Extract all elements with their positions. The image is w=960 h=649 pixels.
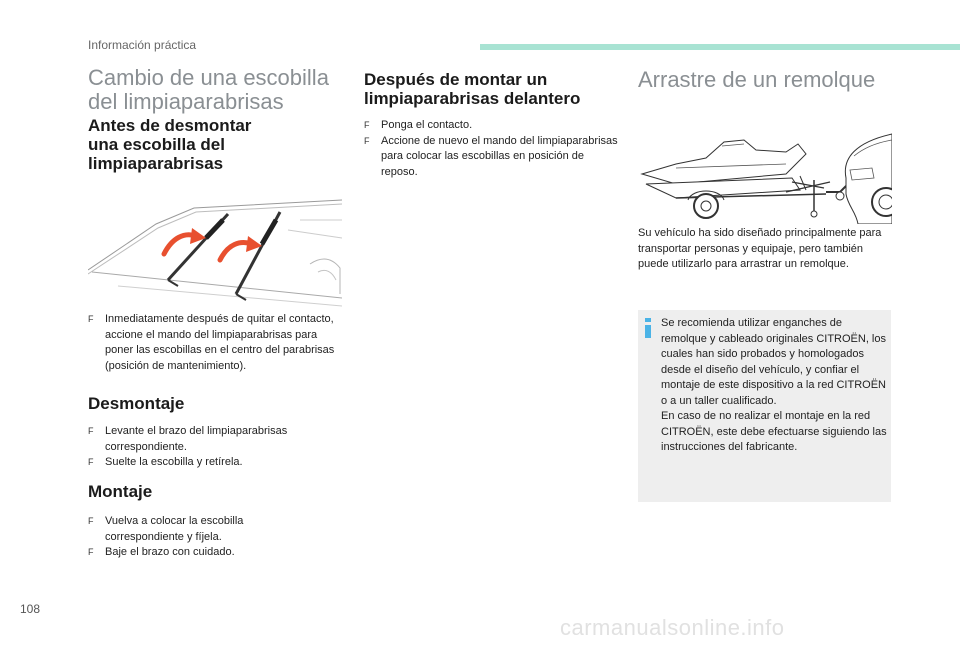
section-label: Información práctica <box>88 38 197 52</box>
after-steps <box>364 118 618 180</box>
remove-steps <box>88 424 340 471</box>
list-item <box>364 134 618 181</box>
heading-line: Después de montar un <box>364 70 548 89</box>
heading-line: una escobilla del <box>88 135 225 154</box>
fit-heading <box>88 482 152 501</box>
list-item <box>88 424 340 455</box>
heading-line: limpiaparabrisas <box>88 154 224 173</box>
info-paragraph: Se recomienda utilizar enganches de remolque y cableado originales CITROËN, los cuales han sido probados y homologados desde el diseño del vehículo, y confiar el montaje de este dispositivo a la red CITROËN o a un taller cualificado. <box>661 317 886 407</box>
list-item <box>88 545 288 561</box>
info-paragraph: En caso de no realizar el montaje en la red CITROËN, este debe efectuarse siguiendo las instrucciones del fabricante. <box>661 410 887 453</box>
list-item-text: Baje el brazo con cuidado. <box>105 546 235 558</box>
list-item-text: Accione de nuevo el mando del limpiaparabrisas para colocar las escobillas en posición de reposo. <box>381 134 618 178</box>
heading-line: Antes de desmontar <box>88 116 252 135</box>
bullet-marker: F <box>88 314 94 324</box>
after-heading <box>364 70 624 108</box>
bullet-marker: F <box>88 547 94 557</box>
bullet-marker: F <box>88 457 94 467</box>
title-text: Arrastre de un remolque <box>638 67 876 92</box>
heading-line: limpiaparabrisas delantero <box>364 89 581 108</box>
list-item-text: Suelte la escobilla y retírela. <box>105 456 243 468</box>
fit-steps <box>88 514 288 561</box>
bullet-marker: F <box>88 516 94 526</box>
header-accent-bar <box>480 44 960 50</box>
bullet-marker: F <box>364 120 370 130</box>
list-item <box>88 514 288 545</box>
intro-text: Su vehículo ha sido diseñado principalmente para transportar personas y equipaje, pero también puede utilizarlo para arrastrar un remolque. <box>638 227 882 270</box>
remove-heading <box>88 394 184 413</box>
before-instructions <box>88 312 340 374</box>
info-text <box>661 316 887 456</box>
watermark: carmanualsonline.info <box>560 615 785 640</box>
heading-text: Montaje <box>88 482 153 501</box>
windshield-wiper-illustration <box>88 190 342 308</box>
list-item-text: Levante el brazo del limpiaparabrisas correspondiente. <box>105 425 288 453</box>
list-item-text: Ponga el contacto. <box>381 119 473 131</box>
list-item <box>364 118 618 134</box>
page-number: 108 <box>20 602 41 616</box>
list-item-text: Vuelva a colocar la escobilla correspondiente y fíjela. <box>105 515 244 543</box>
info-icon <box>644 318 652 338</box>
before-heading <box>88 116 328 173</box>
title-line: Cambio de una escobilla <box>88 65 329 90</box>
bullet-marker: F <box>364 135 370 146</box>
trailer-towing-illustration <box>636 124 892 224</box>
towing-title <box>638 68 938 92</box>
list-item <box>88 455 340 471</box>
towing-intro <box>638 226 890 273</box>
bullet-marker: F <box>88 426 94 436</box>
heading-text: Desmontaje <box>88 394 185 413</box>
wiper-section-title <box>88 66 348 114</box>
list-item-text: Inmediatamente después de quitar el contacto, accione el mando del limpiaparabrisas para poner las escobillas en el centro del parabrisas (posición de mantenimiento). <box>105 313 335 372</box>
title-line: del limpiaparabrisas <box>88 89 284 114</box>
list-item <box>88 312 340 374</box>
